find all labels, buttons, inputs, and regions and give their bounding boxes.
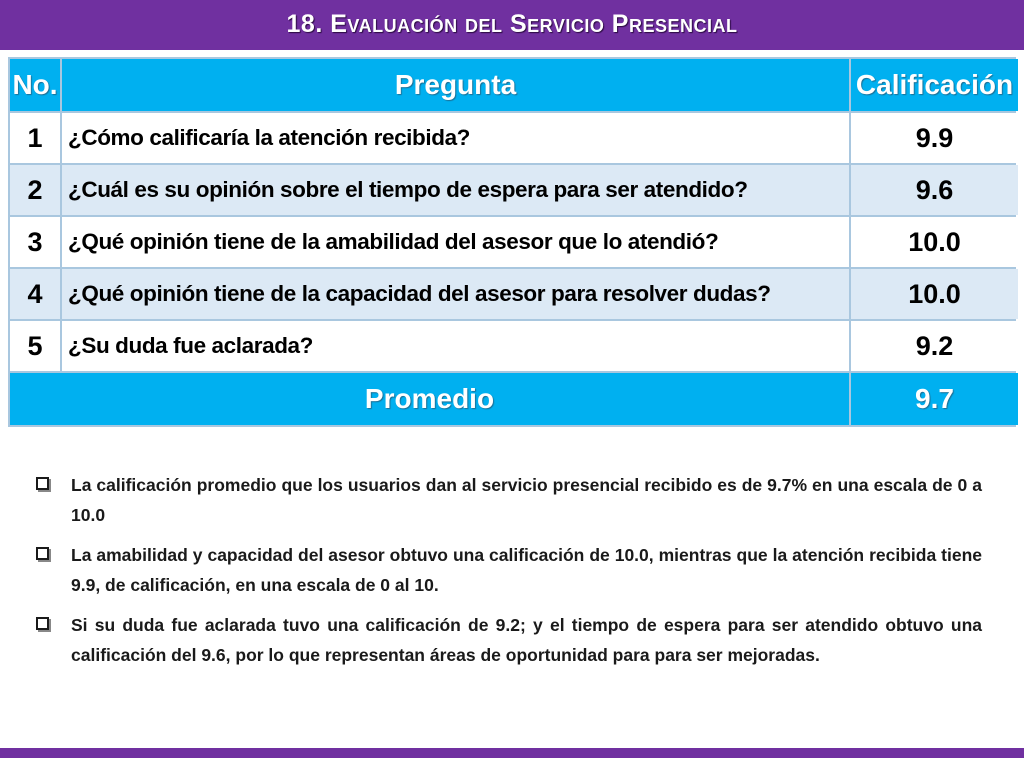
column-header-no: No.: [10, 59, 60, 111]
summary-bullets: [36, 470, 982, 680]
bullet-item: [36, 610, 982, 670]
checkbox-bullet-icon: [36, 617, 49, 630]
row-2-question: ¿Cuál es su opinión sobre el tiempo de espera para ser atendido?: [62, 165, 849, 215]
header-bar: [0, 0, 1024, 50]
row-4-number: 4: [10, 269, 60, 319]
evaluation-table: [8, 57, 1016, 427]
row-4-question: ¿Qué opinión tiene de la capacidad del asesor para resolver dudas?: [62, 269, 849, 319]
footer-bar: [0, 748, 1024, 758]
row-5-score: 9.2: [851, 321, 1018, 371]
checkbox-bullet-icon: [36, 547, 49, 560]
row-3-number: 3: [10, 217, 60, 267]
row-4-score: 10.0: [851, 269, 1018, 319]
page-title: 18. Evaluación del Servicio Presencial: [286, 9, 738, 38]
row-5-question: ¿Su duda fue aclarada?: [62, 321, 849, 371]
row-3-score: 10.0: [851, 217, 1018, 267]
bullet-text: Si su duda fue aclarada tuvo una calificación de 9.2; y el tiempo de espera para ser atendido obtuvo una calificación del 9.6, por lo que representan áreas de oportunidad para para ser mejoradas.: [71, 615, 982, 665]
bullet-text: La calificación promedio que los usuarios dan al servicio presencial recibido es de 9.7% en una escala de 0 a 10.0: [71, 475, 982, 525]
bullet-item: [36, 470, 982, 530]
average-value: 9.7: [851, 373, 1018, 425]
row-3-question: ¿Qué opinión tiene de la amabilidad del asesor que lo atendió?: [62, 217, 849, 267]
bullet-text: La amabilidad y capacidad del asesor obtuvo una calificación de 10.0, mientras que la atención recibida tiene 9.9, de calificación, en una escala de 0 al 10.: [71, 545, 982, 595]
bullet-item: [36, 540, 982, 600]
column-header-score: Calificación: [851, 59, 1018, 111]
checkbox-bullet-icon: [36, 477, 49, 490]
row-2-score: 9.6: [851, 165, 1018, 215]
row-1-number: 1: [10, 113, 60, 163]
row-1-question: ¿Cómo calificaría la atención recibida?: [62, 113, 849, 163]
row-5-number: 5: [10, 321, 60, 371]
row-2-number: 2: [10, 165, 60, 215]
average-label: Promedio: [10, 373, 849, 425]
column-header-question: Pregunta: [62, 59, 849, 111]
row-1-score: 9.9: [851, 113, 1018, 163]
